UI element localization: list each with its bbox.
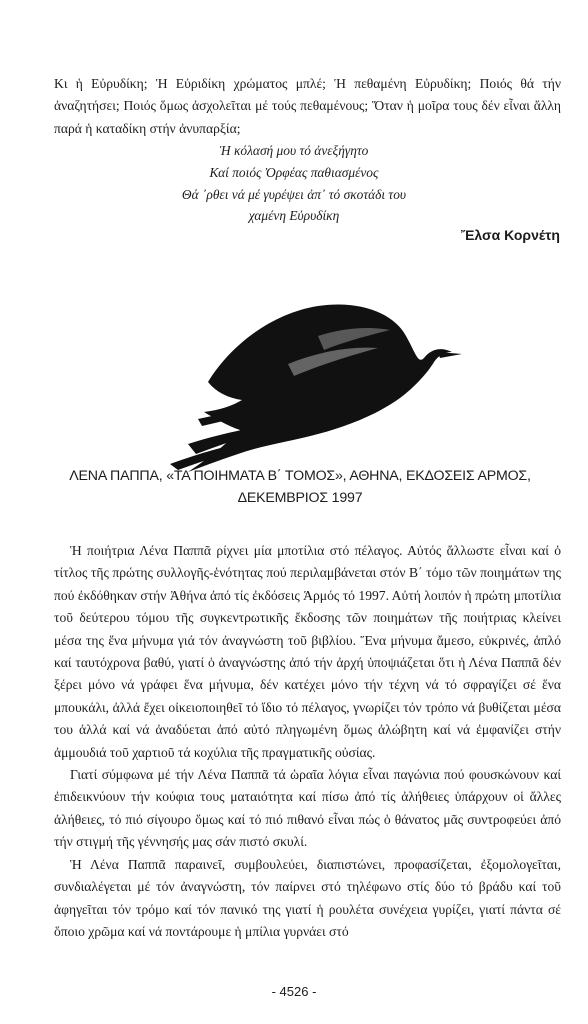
poem-line: Καί ποιός Ὀρφέας παθιασμένος: [209, 164, 379, 180]
body-paragraph: Ἡ Λένα Παππᾶ παραινεῖ, συμβουλεύει, διαπιστώνει, προφασίζεται, ἐξομολογεῖται, συνδιαλέγεται μέ τόν ἀναγνώστη, τόν παίρνει στό τηλέφωνο στίς δύο τό βράδυ καί τοῦ ἀφηγεῖται τόν τρόμο καί τόν πανικό της γιατί ἡ ρουλέτα συνέχεια γυρίζει, γιατί πάντα σέ ὅποιο χρῶμα καί νά ποντάρουμε ἡ μπίλια γυρνάει στό: [54, 856, 561, 939]
bird-silhouette-icon: [168, 294, 462, 474]
poem-line: Ἡ κόλασή μου τό ἀνεξήγητο: [219, 143, 369, 158]
body-paragraph: Γιατί σύμφωνα μέ τήν Λένα Παππᾶ τά ὡραῖα λόγια εἶναι παγώνια πού φουσκώνουν καί ἐπιδεικνύουν τήν κούφια τους ματαιότητα καί πίσω ἀπό τίς ἀλήθειες ὑπάρχουν οἱ ἄλλες ἀλήθειες, τό πιό σίγουρο ὅμως καί τό πιό πιθανό εἶναι πώς ὁ θάνατος μᾶς συντροφεύει ἀπό τήν στιγμή τῆς γέννησής μας σάν πιστό σκυλί.: [54, 767, 561, 850]
body-paragraph: Ἡ ποιήτρια Λένα Παππᾶ ρίχνει μία μποτίλια στό πέλαγος. Αὐτός ἄλλωστε εἶναι καί ὁ τίτλος τῆς πρώτης συλλογῆς-ἑνότητας πού περιλαμβάνεται στόν Β΄ τόμο τῶν ποιημάτων της πού ἐκδόθηκαν στήν Ἀθήνα ἀπό τίς ἐκδόσεις Ἁρμός τό 1997. Αὐτή λοιπόν ἡ πρώτη μποτίλια τοῦ δεύτερου τόμου τῆς συγκεντρωτικῆς ἔκδοσης τῶν ποιημάτων τῆς ποιήτριας κλείνει μέσα της ἕνα μήνυμα γιά τόν ἀναγνώστη τοῦ βιβλίου. Ἕνα μήνυμα ἄμεσο, εὐκρινές, ἁπλό καί ταυτόχρονα βαθύ, γιατί ὁ ἀναγνώστης ἀπό τήν ἀρχή ὑποψιάζεται ὅτι ἡ Λένα Παππᾶ δέν ξέρει μόνο νά γράφει ἕνα μήνυμα, δέν κατέχει μόνο τήν τέχνη νά τό σφραγίζει σέ ἕνα μπουκάλι, ἀλλά ἔχει οἰκειοποιηθεῖ τό ἴδιο τό πέλαγος, γνωρίζει τόν τρόπο νά βυθίζεται μέσα του ἀλλά καί νά ἀναδύεται ἀπό αὐτό πληγωμένη ὅμως ἀλώβητη καί νά ἐμφανίζει στήν ἀμμουδιά τοῦ χαρτιοῦ τά κοχύλια τῆς πραγματικῆς οὐσίας.: [54, 543, 561, 760]
poem-quote: [0, 140, 588, 227]
review-body: [54, 540, 561, 943]
poem-line: χαμένη Εὐρυδίκη: [248, 208, 340, 224]
heading-line-2: ΔΕΚΕΜΒΡΙΟΣ 1997: [237, 490, 363, 506]
review-heading: [40, 465, 560, 509]
page-number: - 4526 -: [271, 984, 317, 999]
intro-paragraph: Κι ἡ Εὐρυδίκη; Ἡ Εὐριδίκη χρώματος μπλέ; Ἡ πεθαμένη Εὐρυδίκη; Ποιός θά τήν ἀναζητήσει; Ποιός ὅμως ἀσχολεῖται μέ τούς πεθαμένους; Ὅταν ἡ μοῖρα τους δέν εἶναι ἄλλη παρά ἡ καταδίκη στήν ἀνυπαρξία;: [54, 76, 561, 136]
poem-line: Θά ᾿ρθει νά μέ γυρέψει ἀπ᾿ τό σκοτάδι του: [181, 186, 407, 202]
heading-line-1: ΛΕΝΑ ΠΑΠΠΑ, «ΤΑ ΠΟΙΗΜΑΤΑ Β΄ ΤΟΜΟΣ», ΑΘΗΝΑ, ΕΚΔΟΣΕΙΣ ΑΡΜΟΣ,: [69, 468, 531, 484]
author-signature: Ἔλσα Κορνέτη: [460, 227, 560, 243]
